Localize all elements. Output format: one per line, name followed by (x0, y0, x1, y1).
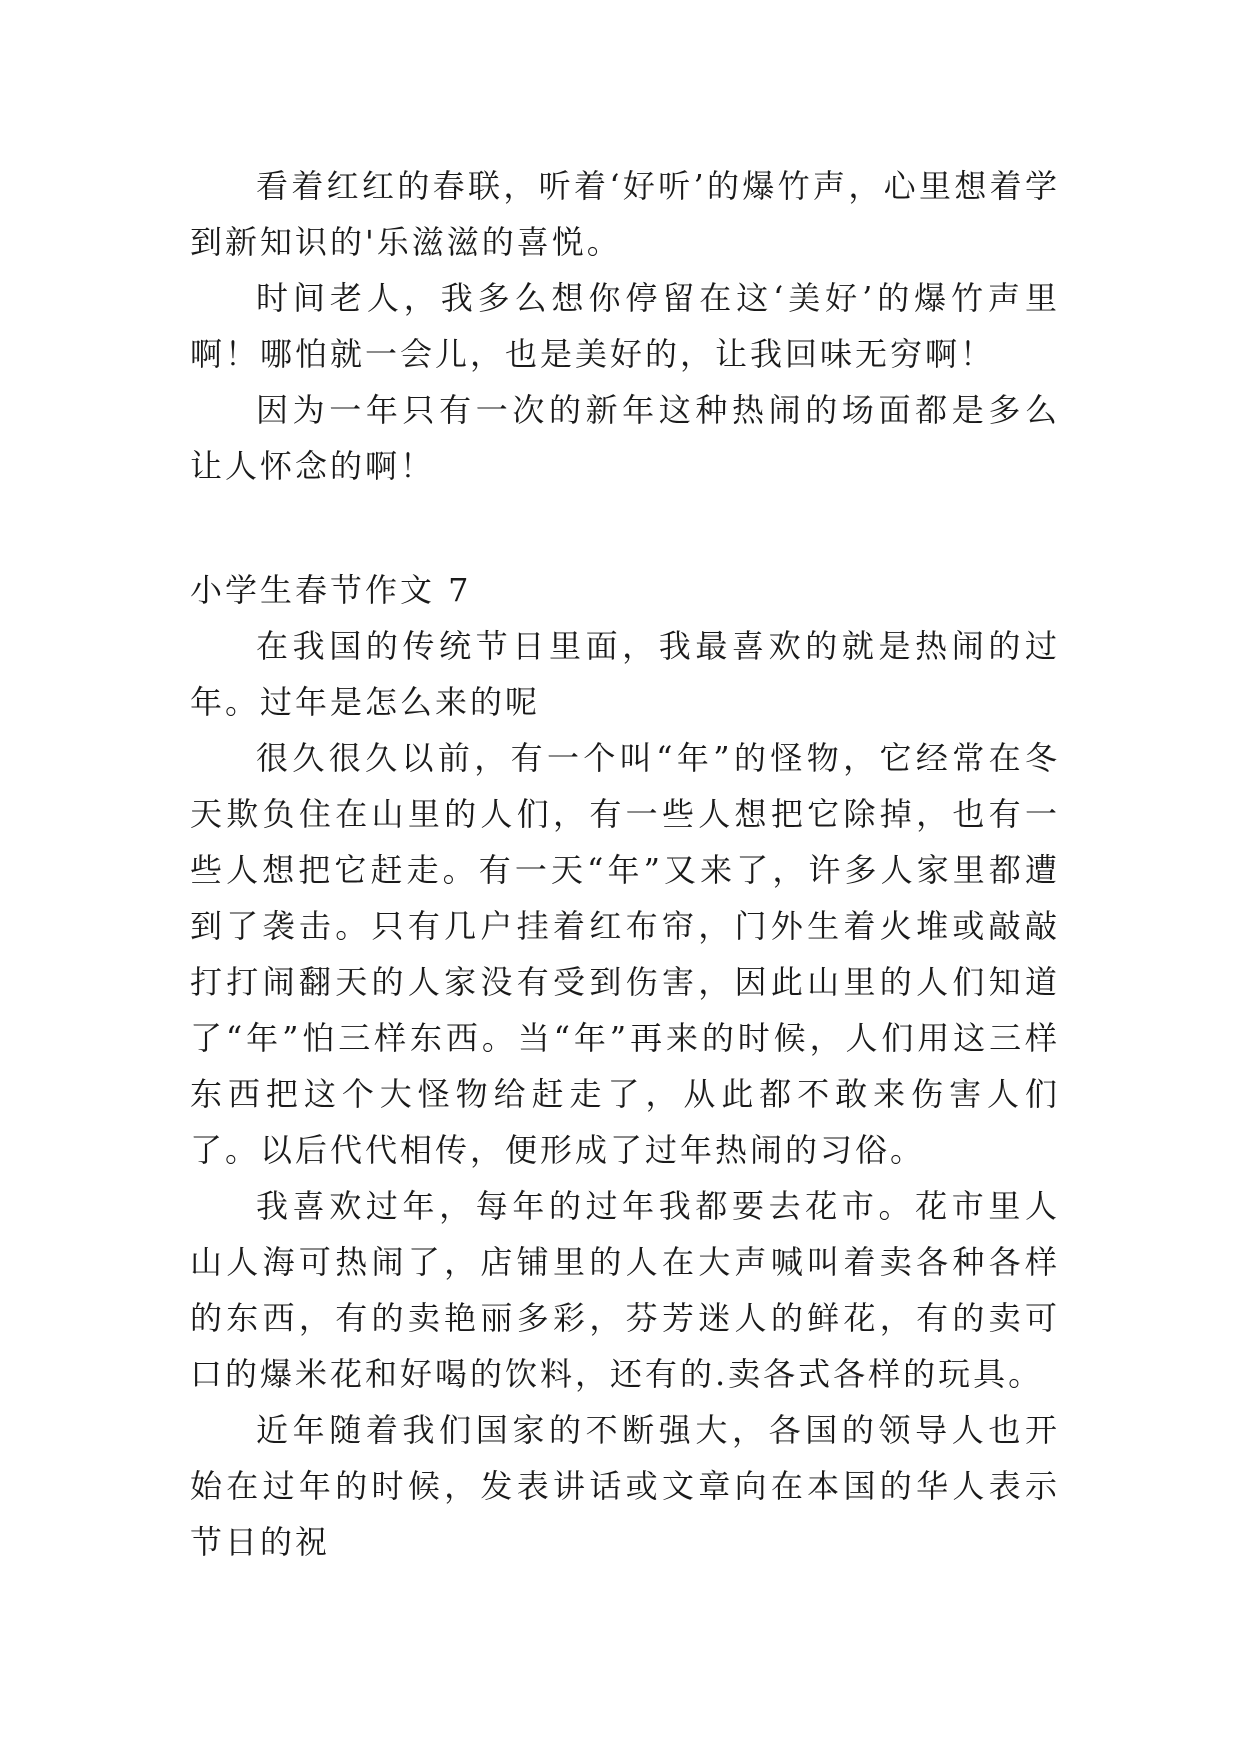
paragraph-new-year-memory: 因为一年只有一次的新年这种热闹的场面都是多么让人怀念的啊！ (190, 391, 1060, 485)
paragraph-time-old-man: 时间老人，我多么想你停留在这‘美好’的爆竹声里啊！哪怕就一会儿，也是美好的，让我回味无穷啊！ (190, 279, 1060, 373)
paragraph-flower-market: 我喜欢过年，每年的过年我都要去花市。花市里人山人海可热闹了，店铺里的人在大声喊叫着卖各种各样的东西，有的卖艳丽多彩，芬芳迷人的鲜花，有的卖可口的爆米花和好喝的饮料，还有的.卖各式各样的玩具。 (190, 1187, 1060, 1393)
paragraph-nian-legend: 很久很久以前，有一个叫“年”的怪物，它经常在冬天欺负住在山里的人们，有一些人想把它除掉，也有一些人想把它赶走。有一天“年”又来了，许多人家里都遭到了袭击。只有几户挂着红布帘，门外生着火堆或敲敲打打闹翻天的人家没有受到伤害，因此山里的人们知道了“年”怕三样东西。当“年”再来的时候，人们用这三样东西把这个大怪物给赶走了，从此都不敢来伤害人们了。以后代代相传，便形成了过年热闹的习俗。 (190, 739, 1060, 1169)
essay-section (190, 562, 1060, 1570)
paragraph-world-leaders: 近年随着我们国家的不断强大，各国的领导人也开始在过年的时候，发表讲话或文章向在本国的华人表示节日的祝 (190, 1411, 1060, 1561)
paragraph-favorite-festival: 在我国的传统节日里面，我最喜欢的就是热闹的过年。过年是怎么来的呢 (190, 627, 1060, 721)
section-title: 小学生春节作文 7 (190, 571, 472, 609)
paragraph-spring-couplets: 看着红红的春联，听着‘好听’的爆竹声，心里想着学到新知识的'乐滋滋的喜悦。 (190, 167, 1060, 261)
intro-text-block (190, 158, 1060, 494)
